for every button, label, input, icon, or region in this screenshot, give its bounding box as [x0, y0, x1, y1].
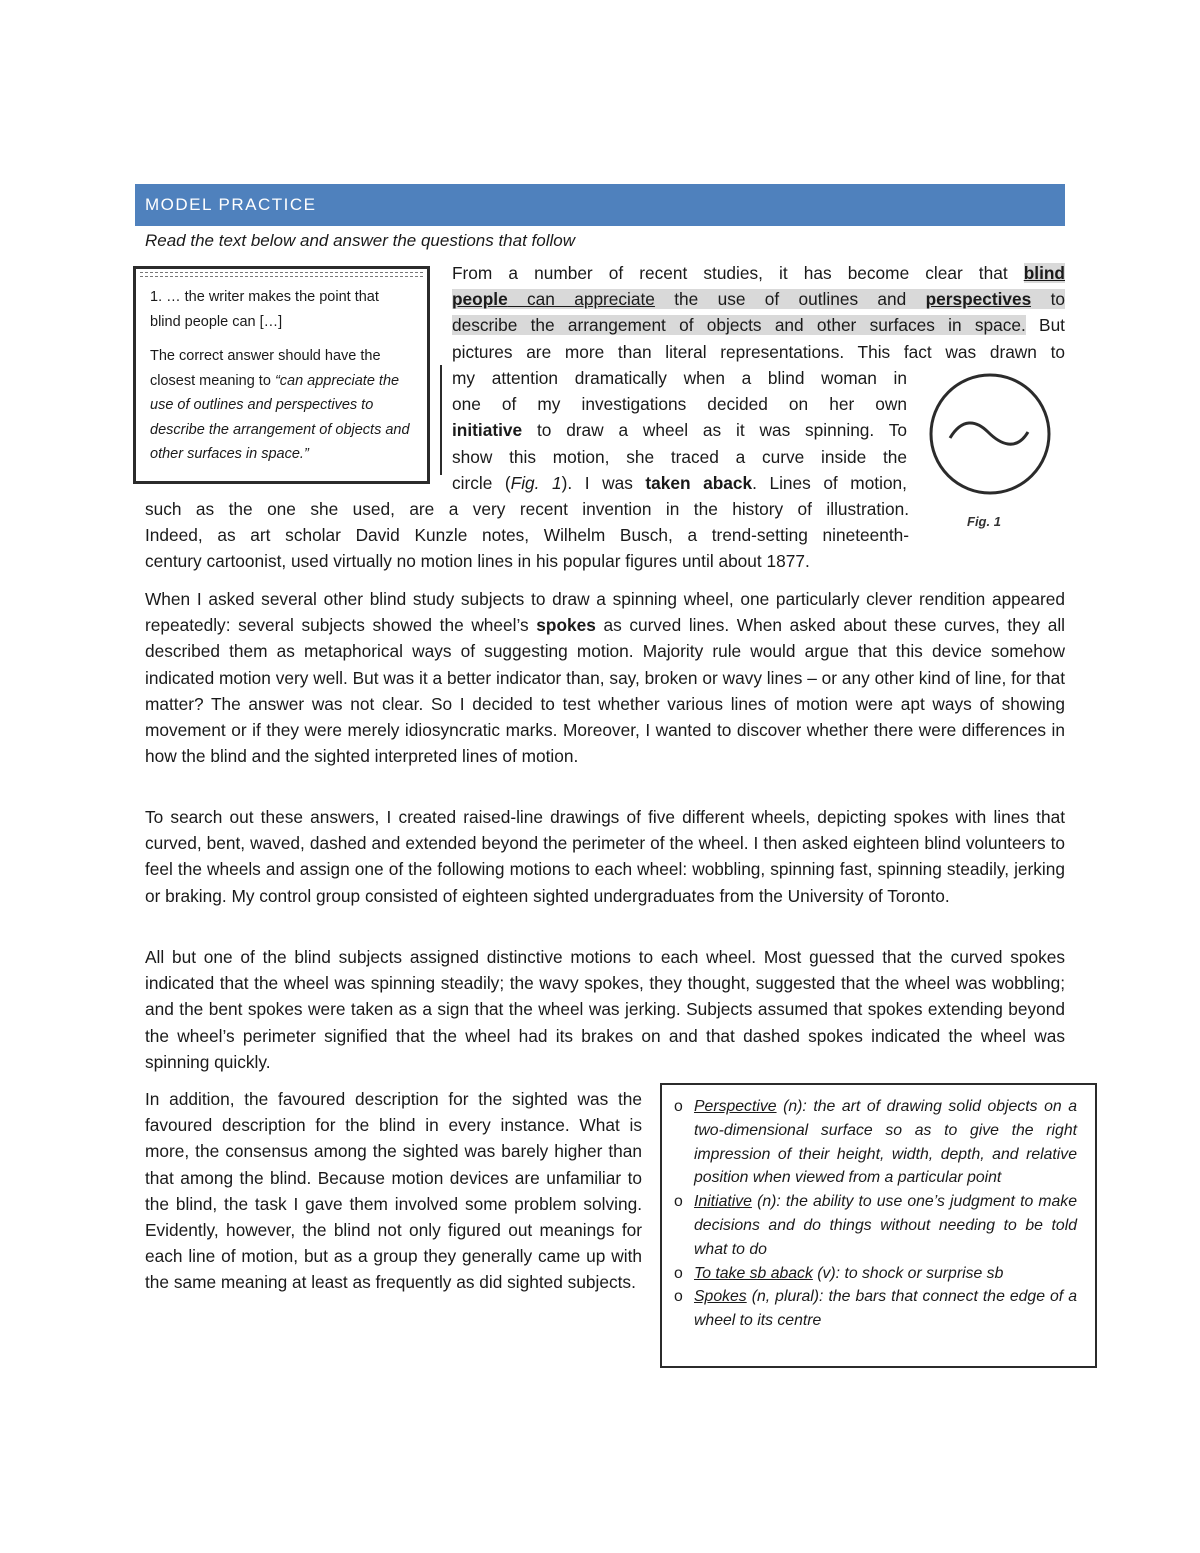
section-header: MODEL PRACTICE	[135, 184, 1065, 226]
vocab-item: o Initiative (n): the ability to use one’s judgment to make decisions and do things without needing to be told what to do	[674, 1190, 1077, 1261]
callout-answer: The correct answer should have the closest meaning to “can appreciate the use of outlines and perspectives to describe the arrangement of objects and other surfaces in space.”	[150, 348, 410, 462]
side-rule-divider	[440, 365, 442, 475]
answer-callout-box	[133, 266, 430, 484]
paragraph-5: In addition, the favoured description for the sighted was the favoured description for the blind in every instance. What is more, the consensus among the sighted was barely higher than that among the blind. Because motion devices are unfamiliar to the blind, the task I gave them involved some problem solving. Evidently, however, the blind not only figured out meanings for each line of motion, but as a group they generally came up with the same meaning at least as frequently as did sighted subjects.	[145, 1089, 642, 1293]
callout-answer-quote: “can appreciate the use of outlines and perspectives to describe the arrangement of objects and other surfaces in space.”	[150, 372, 410, 462]
vocab-item: o Spokes (n, plural): the bars that connect the edge of a wheel to its centre	[674, 1285, 1077, 1333]
vocab-item: o Perspective (n): the art of drawing solid objects on a two-dimensional surface so as to give the right impression of their height, width, depth, and relative position when viewed from a particular point	[674, 1095, 1077, 1190]
figure-caption: Fig. 1	[967, 514, 1001, 529]
vocabulary-box	[660, 1083, 1097, 1368]
callout-question: 1. … the writer makes the point that blind people can […]	[150, 289, 379, 330]
vocab-item: o To take sb aback (v): to shock or surprise sb	[674, 1262, 1077, 1286]
vocabulary-list	[674, 1095, 1077, 1333]
paragraph-1: From a number of recent studies, it has become clear that blind people can appreciate the use of outlines and perspectives to describe the arrangement of objects and other surfaces in space. But pictures are more than literal representations. This fact was drawn to	[452, 263, 1065, 362]
paragraph-3: To search out these answers, I created raised-line drawings of five different wheels, depicting spokes with lines that curved, bent, waved, dashed and extended beyond the perimeter of the wheel. I then asked eighteen blind volunteers to feel the wheels and assign one of the following motions to each wheel: wobbling, spinning fast, spinning steadily, jerking or braking. My control group consisted of eighteen sighted undergraduates from the University of Toronto.	[145, 807, 1065, 906]
motion-curve	[950, 423, 1028, 444]
paragraph-1-wrap: my attention dramatically when a blind woman in one of my investigations decided on her own initiative to draw a wheel as it was spinning. To show this motion, she traced a curve inside the circle (Fig. 1). I was taken aback. Lines of motion,	[452, 368, 907, 493]
wheel-figure	[928, 372, 1052, 496]
paragraph-2: When I asked several other blind study subjects to draw a spinning wheel, one particularly clever rendition appeared repeatedly: several subjects showed the wheel’s spokes as curved lines. When asked about these curves, they all described them as metaphorical ways of suggesting motion. Majority rule would argue that this device somehow indicated motion very well. But was it a better indicator than, say, broken or wavy lines – or any other kind of line, for that matter? The answer was not clear. So I decided to test whether various lines of motion were apt ways of showing movement or if they were merely idiosyncratic marks. Moreover, I wanted to discover whether there were differences in how the blind and the sighted interpreted lines of motion.	[145, 589, 1065, 767]
paragraph-4: All but one of the blind subjects assigned distinctive motions to each wheel. Most guessed that the curved spokes indicated that the wheel was spinning steadily; the wavy spokes, they thought, suggested that the wheel was wobbling; and the bent spokes were taken as a sign that the wheel was jerking. Subjects assumed that spokes extending beyond the wheel’s perimeter signified that the wheel had its brakes on and that dashed spokes indicated the wheel was spinning quickly.	[145, 947, 1065, 1072]
instruction-text: Read the text below and answer the questions that follow	[145, 231, 575, 250]
paragraph-1-tail: such as the one she used, are a very recent invention in the history of illustration. Indeed, as art scholar David Kunzle notes, Wilhelm Busch, a trend-setting nineteenth- century cartoonist, used virtually no motion lines in his popular figures until about 1877.	[145, 499, 909, 572]
